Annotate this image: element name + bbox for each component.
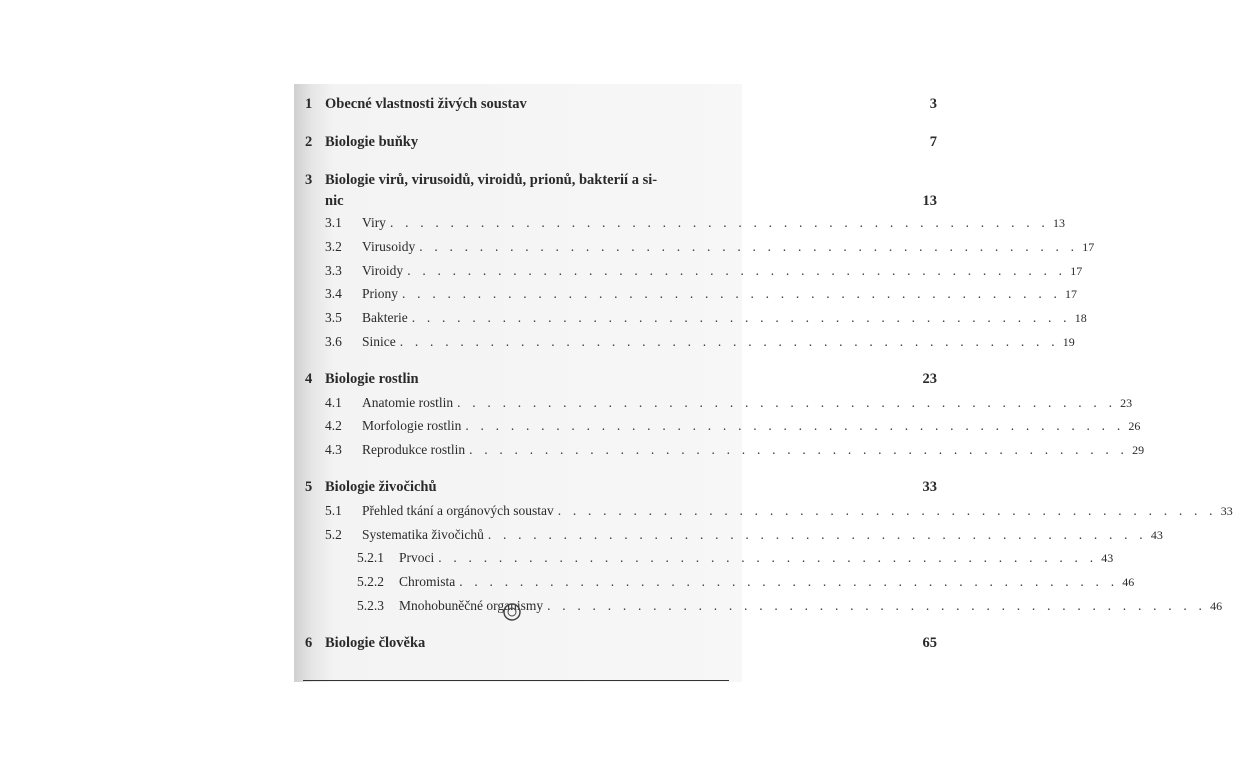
toc-chapter-2 [305,134,937,151]
subsection-title: Chromista [399,574,456,589]
toc-section-3-5 [325,310,1087,326]
chapter-number: 6 [305,635,313,651]
subsection-title: Prvoci [399,550,435,565]
section-title: Priony [362,286,399,301]
section-title: Sinice [362,334,396,349]
toc-subsection-5-2-3 [357,598,1223,614]
chapter-title-line2: nic [325,193,344,209]
section-number: 4.3 [325,442,342,457]
chapter-page: 3 [929,96,937,112]
chapter-title: Biologie buňky [325,134,419,150]
subsection-page: 46 [1210,599,1223,613]
section-page: 43 [1150,528,1163,542]
section-title: Viroidy [362,263,404,278]
dot-leader: . . . . . . . . . . . . . . . . . . . . . . . . . . . . . . . . . . . . . . . . . . . . [399,334,1059,349]
toc-chapter-3 [305,172,937,189]
chapter-page: 33 [922,479,937,495]
subsection-title: Mnohobuněčné organismy [399,598,544,613]
toc-section-4-3 [325,442,1145,458]
dot-leader: . . . . . . . . . . . . . . . . . . . . . . . . . . . . . . . . . . . . . . . . . . . . [419,239,1079,254]
chapter-title-line1: Biologie virů, virusoidů, viroidů, prionů, bakterií a si- [325,172,658,188]
section-page: 23 [1120,396,1133,410]
toc-section-4-2 [325,418,1141,434]
section-title: Přehled tkání a orgánových soustav [362,503,554,518]
section-number: 5.2 [325,527,342,542]
subsection-page: 46 [1122,575,1135,589]
section-number: 3.4 [325,286,342,301]
chapter-number: 4 [305,371,313,387]
section-number: 3.1 [325,215,342,230]
section-number: 3.5 [325,310,342,325]
dot-leader: . . . . . . . . . . . . . . . . . . . . . . . . . . . . . . . . . . . . . . . . . . . . [469,442,1129,457]
toc-chapter-5 [305,479,937,496]
dot-leader: . . . . . . . . . . . . . . . . . . . . . . . . . . . . . . . . . . . . . . . . . . . . [557,503,1217,518]
section-title: Systematika živočichů [362,527,484,542]
section-number: 3.3 [325,263,342,278]
section-number: 4.2 [325,418,342,433]
subsection-number: 5.2.2 [357,574,384,589]
toc-section-5-2 [325,527,1163,543]
toc-chapter-6 [305,635,937,652]
toc-section-5-1 [325,503,1233,519]
section-page: 17 [1070,264,1083,278]
dot-leader: . . . . . . . . . . . . . . . . . . . . . . . . . . . . . . . . . . . . . . . . . . . . [389,215,1049,230]
section-title: Viry [362,215,386,230]
bottom-rule [303,680,729,681]
dot-leader: . . . . . . . . . . . . . . . . . . . . . . . . . . . . . . . . . . . . . . . . . . . . [547,598,1207,613]
chapter-number: 1 [305,96,313,112]
dot-leader: . . . . . . . . . . . . . . . . . . . . . . . . . . . . . . . . . . . . . . . . . . . . [457,395,1117,410]
section-page: 26 [1128,419,1141,433]
toc-chapter-1 [305,96,937,113]
toc-section-3-1 [325,215,1065,231]
section-title: Bakterie [362,310,408,325]
dot-leader: . . . . . . . . . . . . . . . . . . . . . . . . . . . . . . . . . . . . . . . . . . . . [407,263,1067,278]
chapter-page: 13 [922,193,937,209]
subsection-page: 43 [1101,551,1114,565]
subsection-number: 5.2.3 [357,598,384,613]
chapter-page: 7 [929,134,937,150]
section-page: 33 [1220,504,1233,518]
section-number: 5.1 [325,503,342,518]
subsection-number: 5.2.1 [357,550,384,565]
section-number: 3.6 [325,334,342,349]
section-page: 13 [1052,216,1065,230]
toc-chapter-4 [305,371,937,388]
toc-section-4-1 [325,395,1133,411]
dot-leader: . . . . . . . . . . . . . . . . . . . . . . . . . . . . . . . . . . . . . . . . . . . . [411,310,1071,325]
dot-leader: . . . . . . . . . . . . . . . . . . . . . . . . . . . . . . . . . . . . . . . . . . . . [487,527,1147,542]
toc-chapter-3-cont [325,193,937,210]
chapter-page: 65 [922,635,937,651]
toc-section-3-2 [325,239,1095,255]
toc-section-3-6 [325,334,1075,350]
chapter-page: 23 [922,371,937,387]
section-title: Anatomie rostlin [362,395,454,410]
chapter-number: 3 [305,172,313,188]
toc-subsection-5-2-2 [357,574,1135,590]
section-number: 3.2 [325,239,342,254]
chapter-number: 5 [305,479,313,495]
toc-subsection-5-2-1 [357,550,1114,566]
section-page: 17 [1065,287,1078,301]
toc-section-3-3 [325,263,1083,279]
section-title: Virusoidy [362,239,416,254]
stamp-icon [502,602,522,622]
section-page: 17 [1082,240,1095,254]
dot-leader: . . . . . . . . . . . . . . . . . . . . . . . . . . . . . . . . . . . . . . . . . . . . [459,574,1119,589]
section-title: Reprodukce rostlin [362,442,466,457]
section-page: 19 [1062,335,1075,349]
chapter-title: Biologie člověka [325,635,426,651]
chapter-title: Biologie živočichů [325,479,437,495]
chapter-title: Biologie rostlin [325,371,419,387]
toc-section-3-4 [325,286,1078,302]
section-page: 29 [1132,443,1145,457]
section-title: Morfologie rostlin [362,418,462,433]
section-page: 18 [1074,311,1087,325]
section-number: 4.1 [325,395,342,410]
dot-leader: . . . . . . . . . . . . . . . . . . . . . . . . . . . . . . . . . . . . . . . . . . . . [402,286,1062,301]
chapter-number: 2 [305,134,313,150]
dot-leader: . . . . . . . . . . . . . . . . . . . . . . . . . . . . . . . . . . . . . . . . . . . . [465,418,1125,433]
dot-leader: . . . . . . . . . . . . . . . . . . . . . . . . . . . . . . . . . . . . . . . . . . . . [438,550,1098,565]
chapter-title: Obecné vlastnosti živých soustav [325,96,527,112]
